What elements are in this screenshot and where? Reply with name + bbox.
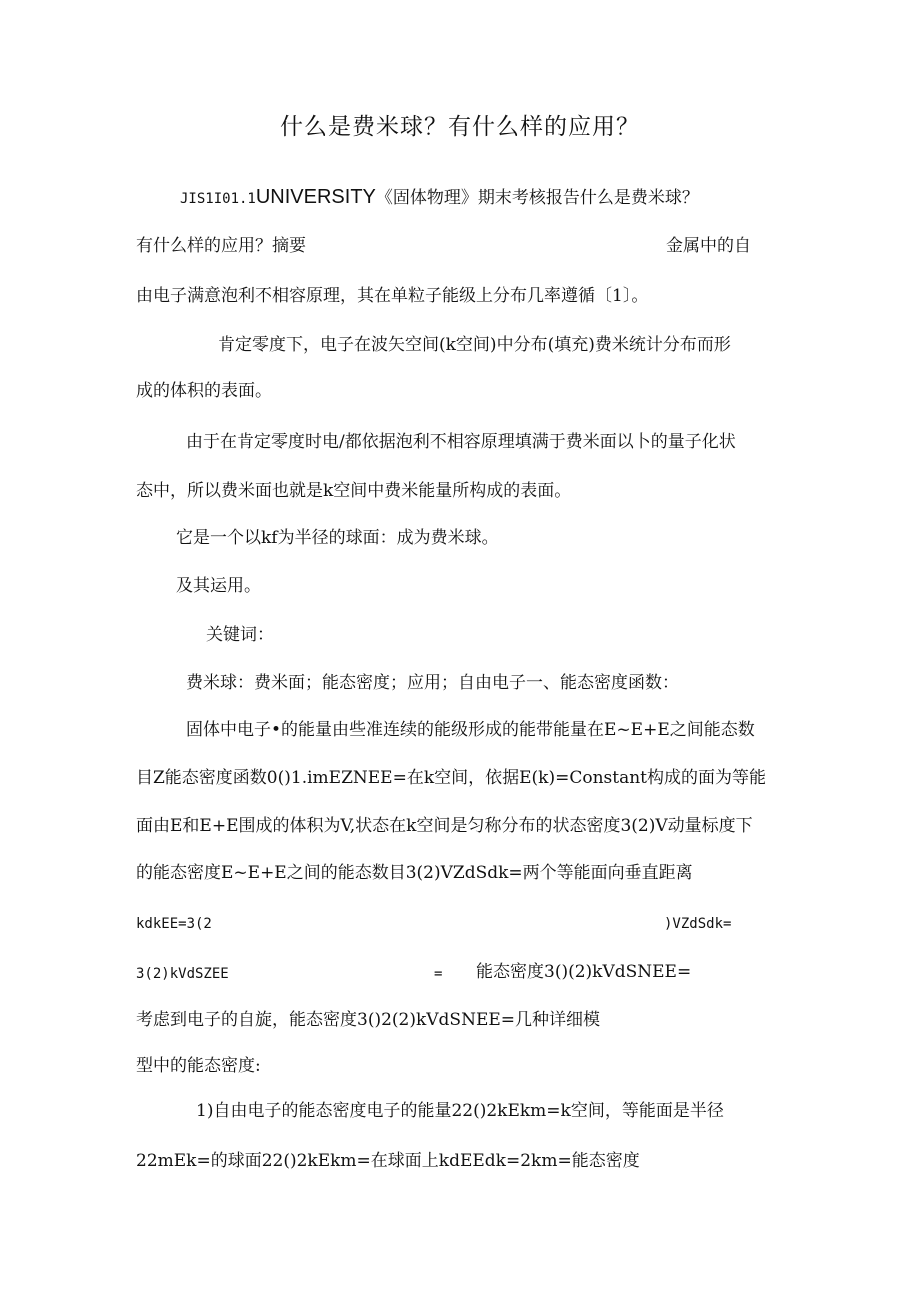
paragraph-line: 有什么样的应用？摘要 <box>136 236 306 256</box>
header-text: 《固体物理》期末考核报告什么是费米球？ <box>375 188 699 208</box>
paragraph-line: 肯定零度下，电子在波矢空间(k空间)中分布(填充)费米统计分布而形 <box>218 335 731 355</box>
paragraph-line: 的能态密度E~E+E之间的能态数目3(2)VZdSdk=两个等能面向垂直距离 <box>136 863 693 883</box>
paragraph-line: 型中的能态密度: <box>136 1056 261 1076</box>
paragraph-line: 由于在肯定零度时电/都依据泡利不相容原理填满于费米面以卜的量子化状 <box>186 432 736 452</box>
paragraph-line: 面由E和E+E围成的体积为V,状态在k空间是匀称分布的状态密度3(2)V动量标度下 <box>136 816 753 836</box>
equation-part: 能态密度3()(2)kVdSNEE= <box>476 962 692 982</box>
course-code: JIS1I01.1 <box>180 191 256 207</box>
paragraph-line: 目Z能态密度函数0()1.imEZNEE=在k空间，依据E(k)=Constant构成的面为等能 <box>136 768 767 788</box>
paragraph-line: 态中，所以费米面也就是k空间中费米能量所构成的表面。 <box>136 481 572 501</box>
paragraph-line: 它是一个以kf为半径的球面：成为费米球。 <box>176 528 499 548</box>
paragraph-line: 固体中电子•的能量由些准连续的能级形成的能带能量在E~E+E之间能态数 <box>186 720 755 740</box>
equation-part: kdkEE=3(2 <box>136 916 212 932</box>
equation-part: 3(2)kVdSZEE <box>136 966 229 982</box>
paragraph-line: 及其运用。 <box>176 576 261 596</box>
keywords-heading: 关键词： <box>206 625 274 645</box>
paragraph-line: 1)自由电子的能态密度电子的能量22()2kEkm=k空间，等能面是半径 <box>196 1101 724 1121</box>
header-line <box>180 186 699 210</box>
equation-part: = <box>434 966 443 982</box>
keywords-list: 费米球：费米面；能态密度；应用；自由电子一、能态密度函数： <box>186 673 679 693</box>
paragraph-line: 考虑到电子的自旋，能态密度3()2(2)kVdSNEE=几种详细模 <box>136 1010 601 1030</box>
document-title: 什么是费米球？有什么样的应用？ <box>280 114 640 140</box>
paragraph-line: 由电子满意泡利不相容原理，其在单粒子能级上分布几率遵循〔1〕。 <box>136 286 649 306</box>
paragraph-line: 成的体积的表面。 <box>136 381 272 401</box>
paragraph-line: 金属中的自 <box>666 236 751 256</box>
paragraph-line: 22mEk=的球面22()2kEkm=在球面上kdEEdk=2km=能态密度 <box>136 1151 640 1171</box>
university-name: UNIVERSITY <box>255 186 376 208</box>
equation-part: )VZdSdk= <box>664 916 732 932</box>
